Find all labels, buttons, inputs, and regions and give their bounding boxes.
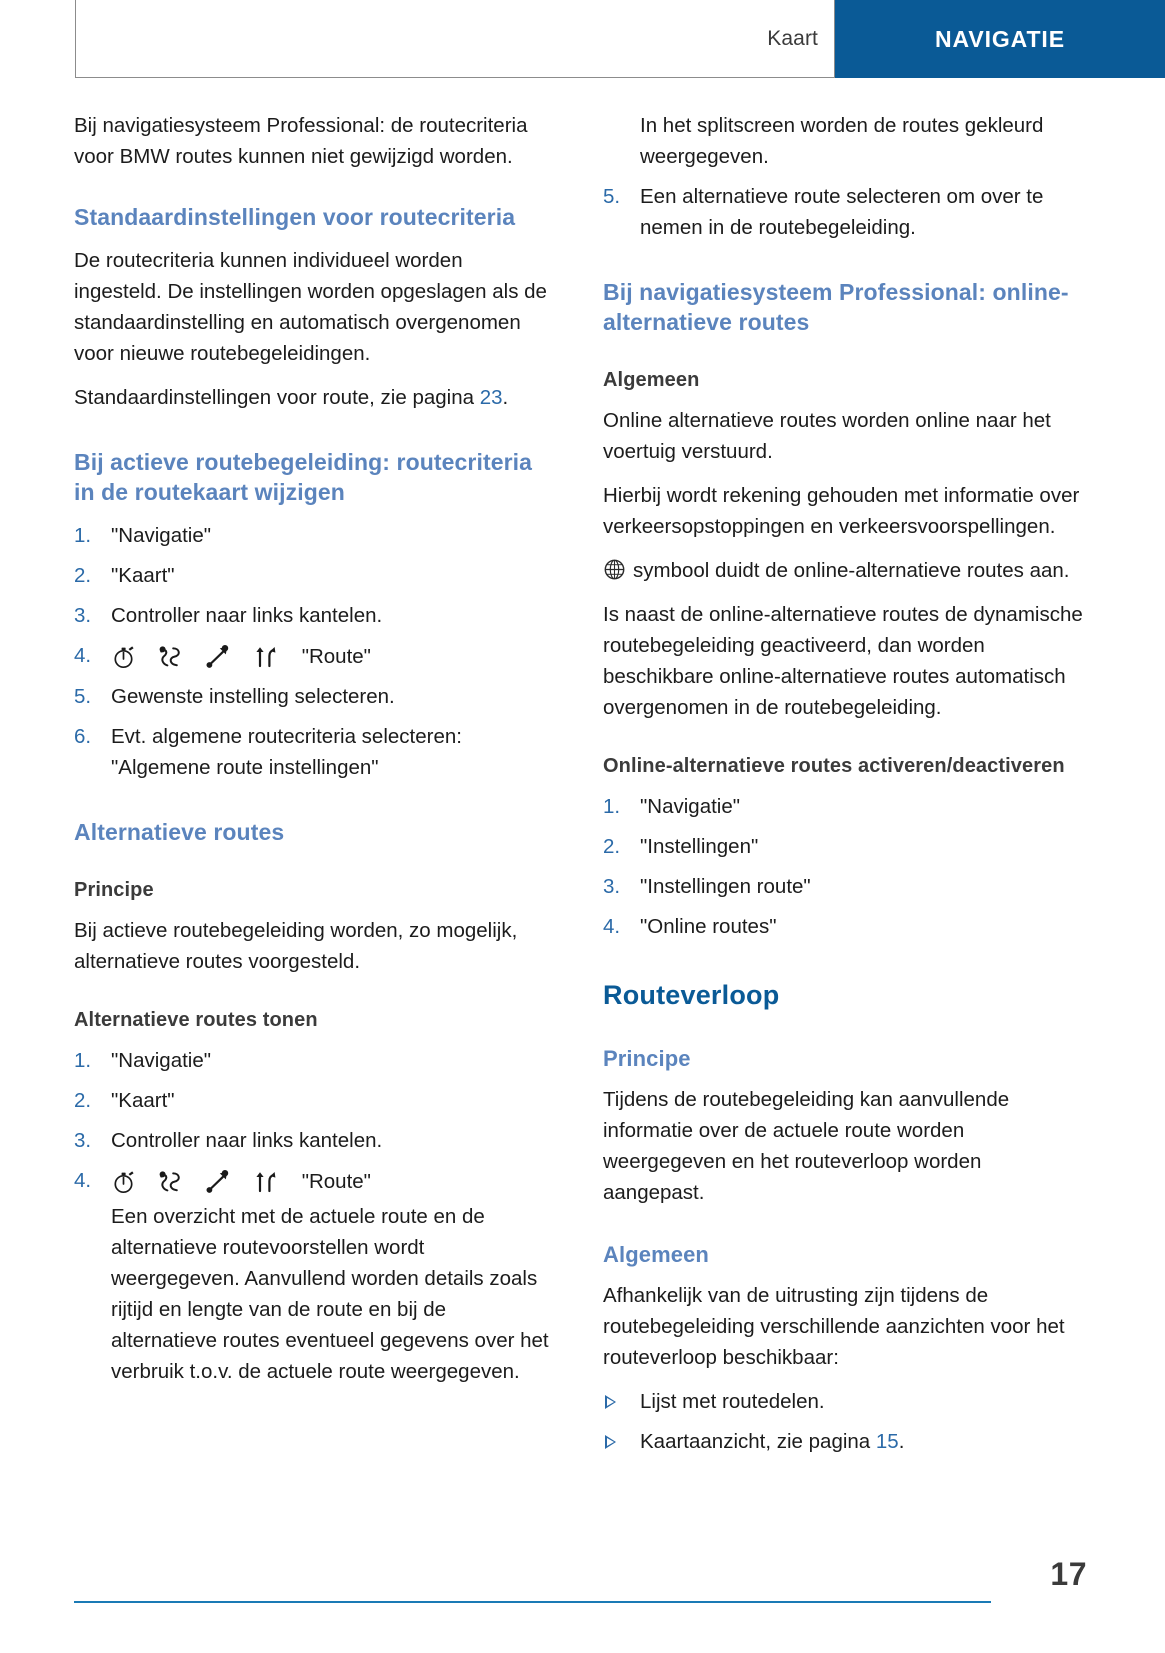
heading-algemeen-online: Algemeen [603,369,700,391]
list-item [603,911,1087,942]
algemeen-text-routeverloop: Afhankelijk van de uitrusting zijn tijdens de routebegeleiding verschillende aanzichten voor het routeverloop beschikbaar: [603,1284,1065,1369]
list-item [74,1085,556,1116]
heading-actieve-routebegeleiding: Bij actieve routebegeleiding: routecriteria in de routekaart wijzigen [74,449,533,505]
page-ref-suffix: . [502,386,509,409]
list-item [603,181,1087,243]
heading-algemeen-routeverloop: Algemeen [603,1242,709,1267]
list-item [74,600,556,631]
step-text: "Instellingen" [640,835,759,858]
heading-principe-left: Principe [74,879,154,902]
principe-text-left: Bij actieve routebegeleiding worden, zo mogelijk, alternatieve routes voorgesteld. [74,919,518,974]
right-column [586,110,1165,1466]
list-item [74,721,556,783]
page-number: 17 [1050,1556,1087,1592]
heading-alternatieve-routes: Alternatieve routes [74,819,285,846]
step-text: Een alternatieve route selecteren om over te nemen in de routebegeleiding. [640,185,1044,239]
list-item [74,1125,556,1156]
heading-online-alternatieve-routes: Bij navigatiesysteem Professional: online-alternatieve routes [603,279,1069,335]
left-column [0,110,586,1466]
step-number: 2. [603,835,621,858]
step-number: 4. [74,644,92,667]
step-number: 4. [603,915,621,938]
step-number: 1. [603,795,621,818]
list-item [74,681,556,712]
step-number: 4. [74,1169,92,1193]
standaardinstellingen-paragraph-2 [74,382,556,413]
section-banner [835,0,1165,78]
step-text: Gewenste instelling selecteren. [111,685,395,709]
footer-divider [74,1601,991,1603]
list-item [603,871,1087,902]
routeverloop-bullet-list [603,1386,1087,1457]
section-banner-label: NAVIGATIE [935,25,1065,52]
bullet-text-prefix: Kaartaanzicht, zie pagina [640,1430,876,1453]
heading-standaardinstellingen: Standaardinstellingen voor routecriteria [74,204,516,230]
page-header [0,0,1165,78]
triangle-bullet-icon [605,1395,616,1409]
step-number: 3. [74,604,92,627]
online-paragraph-1: Online alternatieve routes worden online naar het voertuig verstuurd. [603,409,1051,463]
steps-list-alternatieve-routes-tonen [74,1045,556,1387]
step-text: "Kaart" [111,1089,175,1113]
steps-list-routecriteria-wijzigen [74,520,556,783]
heading-principe-routeverloop: Principe [603,1046,691,1071]
step-number: 3. [74,1129,92,1153]
step-text: Controller naar links kantelen. [111,1129,383,1153]
heading-online-activeren-deactiveren: Online-alternatieve routes activeren/deactiveren [603,755,1065,777]
shortest-route-icon [205,1169,231,1195]
standaardinstellingen-paragraph-1: De routecriteria kunnen individueel worden ingesteld. De instellingen worden opgeslagen als de standaardinstelling en automatisch overgenomen voor nieuwe routebegeleidingen. [74,249,547,365]
list-item [603,1386,1087,1417]
step-number: 5. [603,185,621,208]
heading-alternatieve-routes-tonen: Alternatieve routes tonen [74,1009,318,1032]
online-paragraph-2: Hierbij wordt rekening gehouden met informatie over verkeersopstoppingen en verkeersvoorspellingen. [603,484,1080,538]
two-arrows-icon [252,1169,278,1195]
step-text: Controller naar links kantelen. [111,604,383,627]
list-item [74,1045,556,1076]
heading-routeverloop: Routeverloop [603,980,780,1010]
list-item [74,1165,556,1387]
step-text: "Navigatie" [111,524,212,547]
list-item [603,110,1087,172]
two-arrows-icon [252,644,278,670]
bullet-text-suffix: . [898,1430,905,1453]
list-item [74,640,556,672]
continuation-text: In het splitscreen worden de routes gekleurd weergegeven. [640,114,1044,168]
step-text: "Kaart" [111,564,175,587]
stopwatch-icon [111,1169,137,1195]
step-number: 2. [74,1089,92,1113]
page-content [0,110,1165,1466]
list-item [74,560,556,591]
steps-list-online-activeren [603,791,1087,942]
step-number: 3. [603,875,621,898]
winding-road-icon [158,1169,184,1195]
steps-list-continuation [603,110,1087,243]
step-4-detail-text: Een overzicht met de actuele route en de alternatieve routevoorstellen wordt weergegeven. Aanvullend worden details zoals rijtijd en lengte van de route en bij de alternatieve routes eventueel gegevens over het verbruik t.o.v. de actuele route weergegeven. [111,1205,549,1384]
step-text: "Navigatie" [111,1049,212,1073]
page-footer [74,1543,1087,1603]
winding-road-icon [158,644,184,670]
step-text: "Route" [301,1170,371,1194]
intro-paragraph: Bij navigatiesysteem Professional: de routecriteria voor BMW routes kunnen niet gewijzigd worden. [74,114,528,168]
route-criteria-icon-row [111,1169,278,1195]
page-ref-23[interactable]: 23 [479,386,503,409]
step-text: "Route" [301,645,371,669]
principe-text-routeverloop: Tijdens de routebegeleiding kan aanvullende informatie over de actuele route worden weergegeven en het routeverloop worden aangepast. [603,1088,1010,1204]
globe-icon [603,558,626,581]
step-text: "Navigatie" [640,795,741,818]
route-criteria-icon-row [111,644,278,670]
breadcrumb [75,0,835,78]
online-paragraph-3: Is naast de online-alternatieve routes de dynamische routebegeleiding geactiveerd, dan worden beschikbare online-alternatieve routes automatisch overgenomen in de routebegeleiding. [603,603,1083,719]
step-text: "Instellingen route" [640,875,811,898]
step-number: 1. [74,524,92,547]
list-item [74,520,556,551]
step-text: "Online routes" [640,915,777,938]
step-number: 2. [74,564,92,587]
step-number: 5. [74,685,92,709]
step-number: 1. [74,1049,92,1073]
header-left-spacer [0,0,75,78]
stopwatch-icon [111,644,137,670]
list-item [603,791,1087,822]
page-ref-15[interactable]: 15 [875,1430,899,1453]
globe-symbol-paragraph [603,555,1087,586]
shortest-route-icon [205,644,231,670]
step-number: 6. [74,725,92,749]
breadcrumb-label: Kaart [767,26,818,50]
list-item [603,1426,1087,1457]
globe-paragraph-text: symbool duidt de online-alternatieve routes aan. [633,559,1070,582]
step-text: Evt. algemene routecriteria selecteren: "Algemene route instellingen" [111,725,462,780]
list-item [603,831,1087,862]
triangle-bullet-icon [605,1435,616,1449]
page-ref-prefix: Standaardinstellingen voor route, zie pagina [74,386,480,409]
bullet-text: Lijst met routedelen. [640,1390,825,1413]
